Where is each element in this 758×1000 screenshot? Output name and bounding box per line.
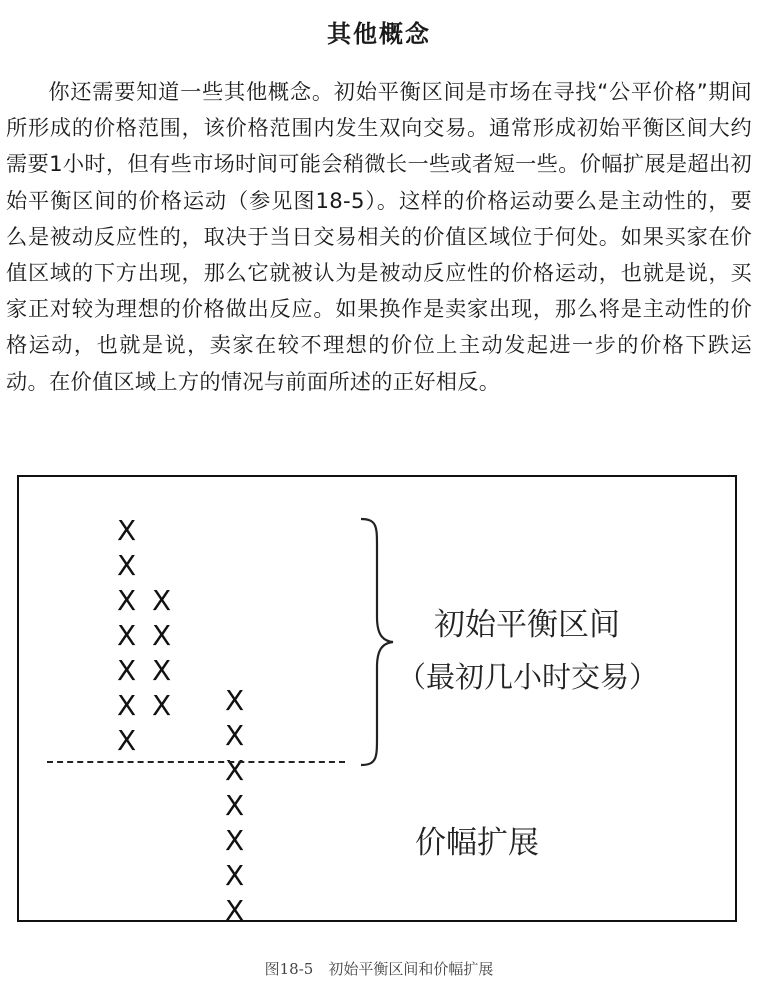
tpo-x-mark: X (117, 724, 137, 757)
figure-initial-balance (17, 475, 737, 927)
tpo-x-mark: X (225, 684, 245, 717)
tpo-x-mark: X (225, 719, 245, 752)
tpo-x-mark: X (152, 584, 172, 617)
tpo-x-mark: X (117, 619, 137, 652)
tpo-x-mark: X (117, 654, 137, 687)
tpo-x-mark: X (117, 584, 137, 617)
right-curly-brace-icon (357, 517, 397, 767)
tpo-x-mark: X (117, 689, 137, 722)
initial-balance-label: 初始平衡区间 (434, 607, 620, 643)
tpo-x-mark: X (225, 824, 245, 857)
page-title: 其他概念 (327, 20, 431, 48)
tpo-x-mark: X (225, 789, 245, 822)
tpo-x-mark: X (225, 754, 245, 787)
tpo-x-mark: X (225, 859, 245, 892)
tpo-x-mark: X (117, 514, 137, 547)
tpo-x-mark: X (152, 654, 172, 687)
range-extension-label: 价幅扩展 (415, 825, 539, 861)
initial-balance-dashed-line (47, 761, 345, 763)
figure-caption: 图18-5 初始平衡区间和价幅扩展 (264, 960, 494, 978)
body-paragraph: 你还需要知道一些其他概念。初始平衡区间是市场在寻找“公平价格”期间所形成的价格范围，该价格范围内发生双向交易。通常形成初始平衡区间大约需要1小时，但有些市场时间可能会稍微长一些或者短一些。价幅扩展是超出初始平衡区间的价格运动（参见图18-5）。这样的价格运动要么是主动性的，要么是被动反应性的，取决于当日交易相关的价值区域位于何处。如果买家在价值区域的下方出现，那么它就被认为是被动反应性的价格运动，也就是说，买家正对较为理想的价格做出反应。如果换作是卖家出现，那么将是主动性的价格运动，也就是说，卖家在较不理想的价位上主动发起进一步的价格下跌运动。在价值区域上方的情况与前面所述的正好相反。 (6, 79, 752, 394)
tpo-x-mark: X (152, 619, 172, 652)
tpo-x-mark: X (225, 894, 245, 927)
tpo-x-mark: X (152, 689, 172, 722)
tpo-x-mark: X (117, 549, 137, 582)
initial-balance-sublabel: （最初几小时交易） (397, 660, 659, 694)
